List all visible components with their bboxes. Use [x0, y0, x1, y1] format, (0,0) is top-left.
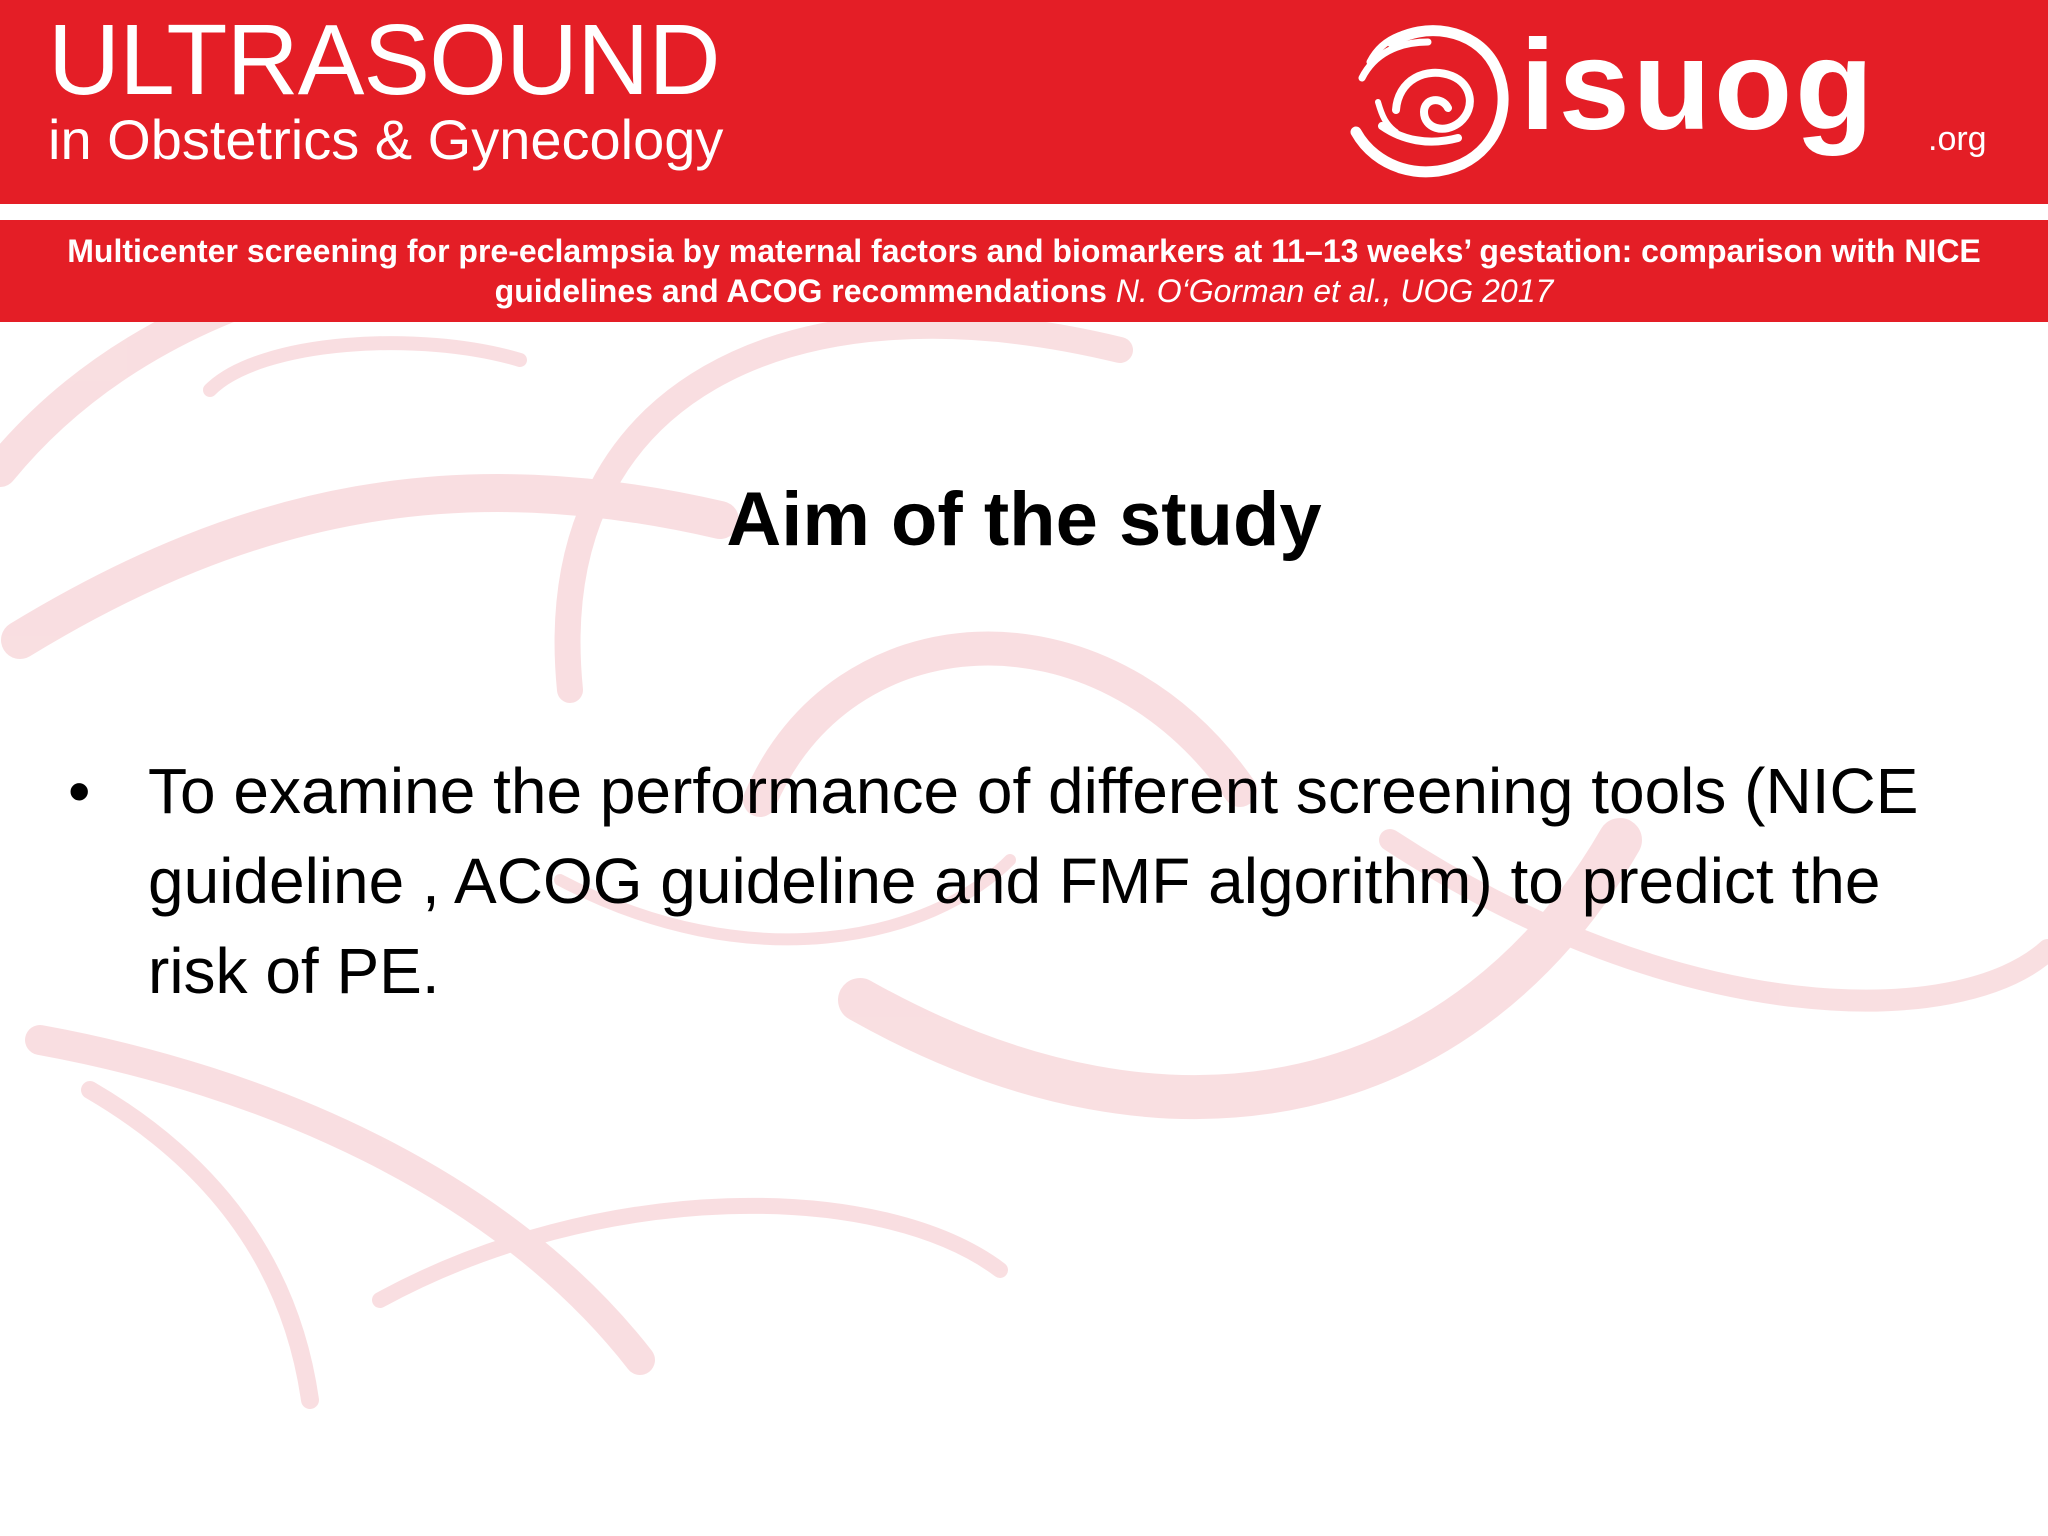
aim-bullet-item — [68, 746, 1988, 1016]
isuog-logo — [1340, 14, 2000, 194]
isuog-logo-suffix: .org — [1928, 120, 1987, 158]
journal-header-banner — [0, 0, 2048, 204]
bullet-marker-icon: • — [68, 755, 91, 827]
paper-title: Multicenter screening for pre-eclampsia by maternal factors and biomarkers at 11–13 weeks’ gestation: comparison with NICE guidelines and ACOG recommendations — [67, 233, 1981, 309]
isuog-fetus-swirl-icon — [1340, 14, 1510, 184]
journal-title: ULTRASOUND — [48, 4, 720, 116]
citation-banner — [0, 220, 2048, 322]
paper-authors: N. O‘Gorman et al., UOG 2017 — [1115, 273, 1554, 309]
citation-text — [30, 231, 2018, 311]
aim-bullet-text: To examine the performance of different screening tools (NICE guideline , ACOG guideline and FMF algorithm) to predict the risk of PE. — [148, 755, 1919, 1007]
isuog-logo-text: isuog — [1520, 14, 1877, 157]
journal-subtitle: in Obstetrics & Gynecology — [48, 108, 724, 171]
aim-bullet-list — [68, 746, 1988, 1016]
slide-title: Aim of the study — [726, 477, 1322, 562]
